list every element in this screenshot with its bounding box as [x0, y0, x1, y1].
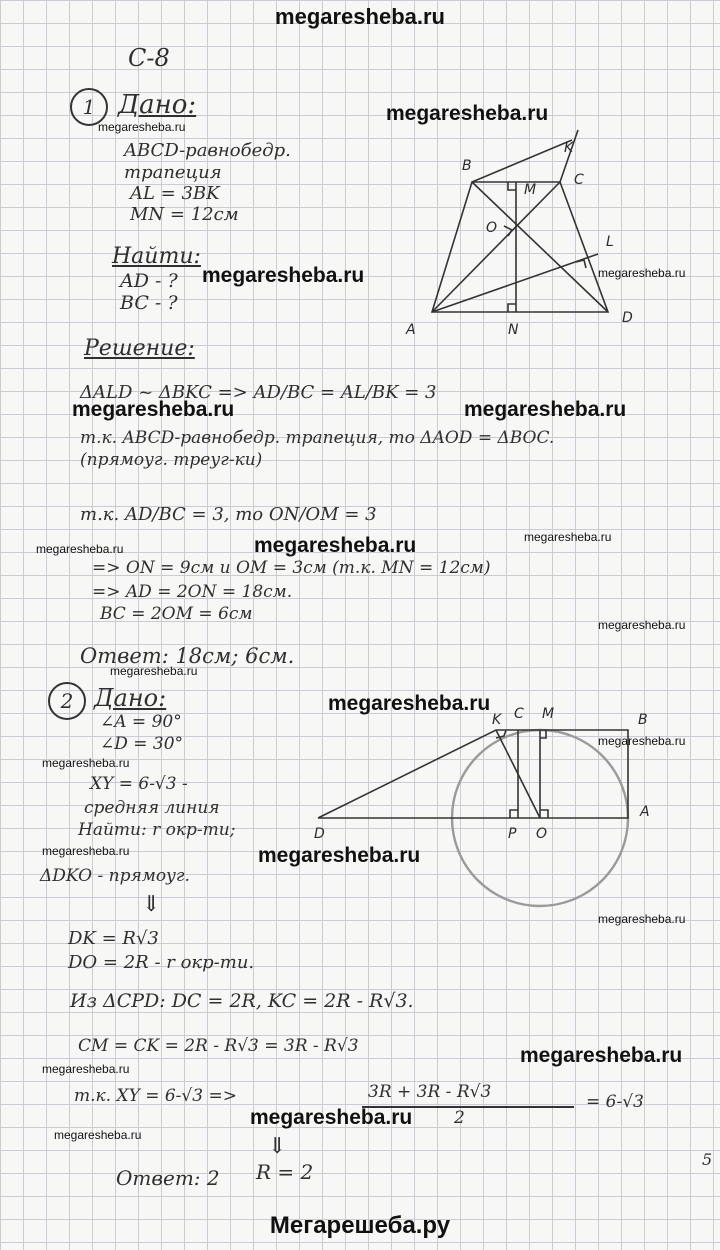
problem2-given-line: Найти: r окр-ти; — [78, 820, 236, 840]
problem2-solution-line: т.к. XY = 6-√3 => — [74, 1086, 237, 1106]
vertex-label-d: D — [314, 826, 325, 842]
footer-watermark: Мегарешеба.ру — [269, 1212, 451, 1239]
right-angle-mark — [508, 304, 516, 312]
problem2-solution-line: Из ΔCPD: DC = 2R, KC = 2R - R√3. — [70, 990, 414, 1012]
point-label-p: P — [508, 826, 517, 842]
problem2-solution-line: ΔDKO - прямоуг. — [40, 866, 190, 886]
right-angle-mark — [540, 810, 548, 818]
problem1-solution-line: ΔALD ~ ΔBKC => AD/BC = AL/BK = 3 — [80, 382, 437, 403]
problem1-find-line: AD - ? — [120, 270, 178, 292]
trapezoid-outline — [318, 730, 628, 818]
right-angle-mark — [508, 182, 516, 190]
trapezoid-abcd — [432, 182, 608, 312]
watermark: megaresheba.ru — [386, 102, 549, 125]
watermark: megaresheba.ru — [328, 692, 491, 715]
problem1-given-line: AL = 3BK — [130, 183, 220, 204]
problem1-solution-label: Решение: — [84, 336, 195, 361]
watermark: megaresheba.ru — [42, 756, 130, 770]
vertex-label-a: A — [406, 322, 416, 338]
header-watermark: megaresheba.ru — [275, 4, 445, 29]
watermark: megaresheba.ru — [598, 734, 686, 748]
right-angle-mark — [510, 810, 518, 818]
problem2-solution-line: CM = CK = 2R - R√3 = 3R - R√3 — [78, 1036, 359, 1056]
problem1-number: 1 — [70, 88, 108, 126]
watermark: megaresheba.ru — [98, 120, 186, 134]
watermark: megaresheba.ru — [42, 1062, 130, 1076]
problem1-solution-line: => AD = 2ON = 18см. — [92, 582, 293, 602]
segment-bk — [472, 140, 572, 182]
fraction-denominator: 2 — [454, 1108, 465, 1128]
implies-arrow-icon: ⇓ — [142, 892, 161, 917]
point-label-c: C — [514, 706, 524, 722]
watermark: megaresheba.ru — [524, 530, 612, 544]
problem2-solution-line: DK = R√3 — [68, 928, 159, 949]
problem1-solution-line: т.к. AD/BC = 3, то ON/OM = 3 — [80, 504, 377, 525]
implies-arrow-icon: ⇓ — [268, 1134, 287, 1159]
watermark: megaresheba.ru — [42, 844, 130, 858]
watermark: megaresheba.ru — [520, 1044, 683, 1067]
watermark: megaresheba.ru — [36, 542, 124, 556]
problem2-number: 2 — [48, 682, 86, 720]
problem2-given-line: ∠A = 90° — [100, 712, 182, 732]
problem1-solution-line: => ON = 9см и OM = 3см (т.к. MN = 12см) — [92, 558, 491, 578]
vertex-label-c: C — [574, 172, 584, 188]
vertex-label-b: B — [638, 712, 648, 728]
point-label-o: O — [486, 220, 498, 236]
problem2-result: R = 2 — [256, 1160, 314, 1184]
fraction-numerator: 3R + 3R - R√3 — [368, 1082, 492, 1102]
problem1-solution-line: BC = 2OM = 6см — [100, 604, 253, 624]
problem2-given-label: Дано: — [94, 684, 167, 712]
watermark: megaresheba.ru — [598, 912, 686, 926]
point-label-m: M — [542, 706, 555, 722]
circle-figure — [318, 730, 628, 906]
problem2-given-line: XY = 6-√3 - — [90, 774, 188, 794]
problem2-given-line: средняя линия — [84, 798, 220, 818]
point-label-k: K — [564, 140, 574, 156]
right-angle-mark — [576, 260, 586, 268]
problem2-solution-line: DO = 2R - r окр-ти. — [68, 952, 255, 973]
problem1-solution-line: (прямоуг. треуг-ки) — [80, 450, 263, 470]
problem1-given-line: ABCD-равнобедр. — [124, 140, 291, 161]
corner-mark: 5 — [702, 1150, 713, 1169]
trapezoid-figure — [432, 130, 608, 312]
vertex-label-a: A — [640, 804, 650, 820]
watermark: megaresheba.ru — [254, 534, 417, 557]
vertex-label-d: D — [622, 310, 633, 326]
watermark: megaresheba.ru — [54, 1128, 142, 1142]
watermark: megaresheba.ru — [258, 844, 421, 867]
point-label-o: O — [536, 826, 548, 842]
problem1-given-label: Дано: — [118, 90, 197, 120]
problem1-answer: Ответ: 18см; 6см. — [80, 644, 295, 668]
problem1-find-label: Найти: — [112, 244, 201, 269]
problem1-given-line: трапеция — [124, 162, 222, 183]
problem2-given-line: ∠D = 30° — [100, 734, 184, 754]
watermark: megaresheba.ru — [110, 664, 198, 678]
point-label-n: N — [508, 322, 519, 338]
problem1-given-line: MN = 12см — [130, 204, 239, 225]
watermark: megaresheba.ru — [598, 618, 686, 632]
problem1-solution-line: т.к. ABCD-равнобедр. трапеция, то ΔAOD = ΔBOC. — [80, 428, 555, 448]
vertex-label-b: B — [462, 158, 472, 174]
point-label-k: K — [492, 712, 502, 728]
watermark: megaresheba.ru — [250, 1106, 413, 1129]
watermark: megaresheba.ru — [72, 398, 235, 421]
point-label-l: L — [606, 234, 614, 250]
page-heading: С-8 — [128, 44, 170, 72]
watermark: megaresheba.ru — [464, 398, 627, 421]
problem1-find-line: BC - ? — [120, 292, 178, 314]
watermark: megaresheba.ru — [598, 266, 686, 280]
problem2-solution-line: = 6-√3 — [586, 1092, 644, 1112]
problem2-answer: Ответ: 2 — [116, 1166, 220, 1190]
point-label-m: M — [524, 182, 537, 198]
watermark: megaresheba.ru — [202, 264, 365, 287]
